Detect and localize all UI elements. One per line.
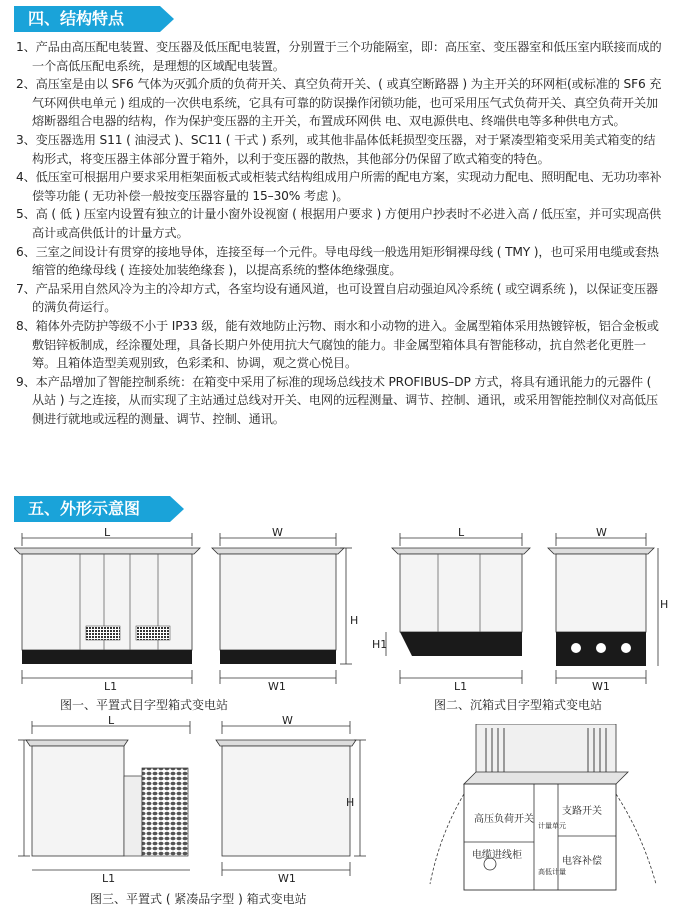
dim-H: H bbox=[350, 614, 359, 627]
label-hv-load-switch: 高压负荷开关 bbox=[474, 814, 534, 825]
fig1-front-view bbox=[14, 528, 204, 698]
dim-H: H bbox=[346, 796, 355, 809]
dim-L1: L1 bbox=[102, 872, 116, 885]
list-item: 6、三室之间设计有贯穿的接地导体，连接至每一个元件。导电母线一般选用矩形铜裸母线 ( TMY )，也可采用电缆或套热缩管的绝缘母线 ( 连接处加装绝缘套 )，以提高系统的整体绝缘强度。 bbox=[16, 244, 659, 278]
dim-W: W bbox=[282, 716, 293, 727]
label-capacitor: 电容补偿 bbox=[562, 856, 602, 867]
fig2-caption: 图二、沉箱式目字型箱式变电站 bbox=[434, 698, 603, 712]
dim-H: H bbox=[660, 598, 669, 611]
label-branch-switch: 支路开关 bbox=[562, 806, 602, 817]
fig3-perspective-view bbox=[420, 724, 672, 894]
fig1-caption: 图一、平置式目字型箱式变电站 bbox=[60, 698, 229, 712]
dim-W: W bbox=[272, 528, 283, 539]
dim-W: W bbox=[596, 528, 607, 539]
dim-W1: W1 bbox=[268, 680, 286, 693]
list-item: 9、本产品增加了智能控制系统：在箱变中采用了标准的现场总线技术 PROFIBUS–DP 方式，将具有通讯能力的元器件 ( 从站 ) 与之连接，从而实现了主站通过总线对开关、电网的远程测量、调节、控制、通讯，或采用智能控制仪对高低压侧进行就地或远程的测量、调节、控制、通讯。 bbox=[16, 374, 658, 426]
label-metering: 计量单元 bbox=[538, 822, 566, 830]
section-header-outline bbox=[14, 496, 170, 522]
header-accent-icon bbox=[170, 496, 184, 522]
list-item: 3、变压器选用 S11 ( 油浸式 )、SC11 ( 干式 ) 系列，或其他非晶体低耗损型变压器，对于紧凑型箱变采用美式箱变的结构形式，将变压器主体部分置于箱外，以利于变压器的散热，其他部分仍保留了欧式箱变的特色。 bbox=[16, 132, 656, 166]
list-item: 7、产品采用自然风冷为主的冷却方式，各室均设有通风道，也可设置自启动强迫风冷系统 ( 或空调系统 )，以保证变压器的满负荷运行。 bbox=[16, 281, 658, 315]
features-list bbox=[16, 38, 666, 428]
fig2-front-view bbox=[372, 528, 542, 698]
section-title: 四、结构特点 bbox=[28, 9, 125, 28]
list-item: 5、高 ( 低 ) 压室内设置有独立的计量小窗外设视窗 ( 根据用户要求 ) 方便用户抄表时不必进入高 / 低压室，并可实现高供高计或高供低计的计量方式。 bbox=[16, 207, 662, 240]
fig3-side-view bbox=[210, 716, 370, 886]
section-title: 五、外形示意图 bbox=[28, 499, 141, 518]
header-accent-icon bbox=[160, 6, 174, 32]
fig2-side-view bbox=[546, 528, 676, 698]
fig3-caption: 图三、平置式 ( 紧凑品字型 ) 箱式变电站 bbox=[90, 892, 307, 906]
dim-L1: L1 bbox=[104, 680, 118, 693]
fig1-side-view bbox=[206, 528, 366, 698]
list-item: 4、低压室可根据用户要求采用柜架面板式或柜装式结构组成用户所需的配电方案，实现动力配电、照明配电、无功功率补偿等功能 ( 无功补偿一般按变压器容量的 15–30% 考虑 )。 bbox=[16, 170, 662, 203]
dim-L: L bbox=[108, 716, 115, 727]
dim-W1: W1 bbox=[278, 872, 296, 885]
dim-L1: L1 bbox=[454, 680, 468, 693]
label-cable-cabinet: 电缆进线柜 bbox=[472, 850, 522, 861]
list-item: 1、产品由高压配电装置、变压器及低压配电装置，分别置于三个功能隔室，即：高压室、变压器室和低压室内联接而成的一个高低压配电系统，是理想的区域配电装置。 bbox=[16, 40, 662, 73]
dim-H1: H1 bbox=[372, 638, 388, 651]
list-item: 8、箱体外壳防护等级不小于 IP33 级，能有效地防止污物、雨水和小动物的进入。金属型箱体采用热镀锌板，铝合金板或敷铝锌板制成，经涂覆处理，具备长期户外使用抗大气腐蚀的能力。非金属型箱体具有智能移动，抗自然老化更胜一筹。且箱体造型美观别致，色彩柔和、协调，观之赏心悦目。 bbox=[16, 318, 659, 371]
dim-L: L bbox=[104, 528, 111, 539]
list-item: 2、高压室是由以 SF6 气体为灭弧介质的负荷开关、真空负荷开关、( 或真空断路器 ) 为主开关的环网柜(或标准的 SF6 充气环网供电单元 ) 组成的一次供电系统，它具有可靠的防误操作闭锁功能，也可采用压气式负荷开关、真空负荷开关加熔断器组合电器的结构，作为保护变压器的主开关，布置成环网供 电、双电源供电、终端供电等多种供电方式。 bbox=[16, 77, 662, 129]
dim-L: L bbox=[458, 528, 465, 539]
fig3-front-view bbox=[14, 716, 200, 886]
section-header-structure bbox=[14, 6, 160, 32]
label-hv-meter: 高低计量 bbox=[538, 868, 566, 876]
dim-W1: W1 bbox=[592, 680, 610, 693]
